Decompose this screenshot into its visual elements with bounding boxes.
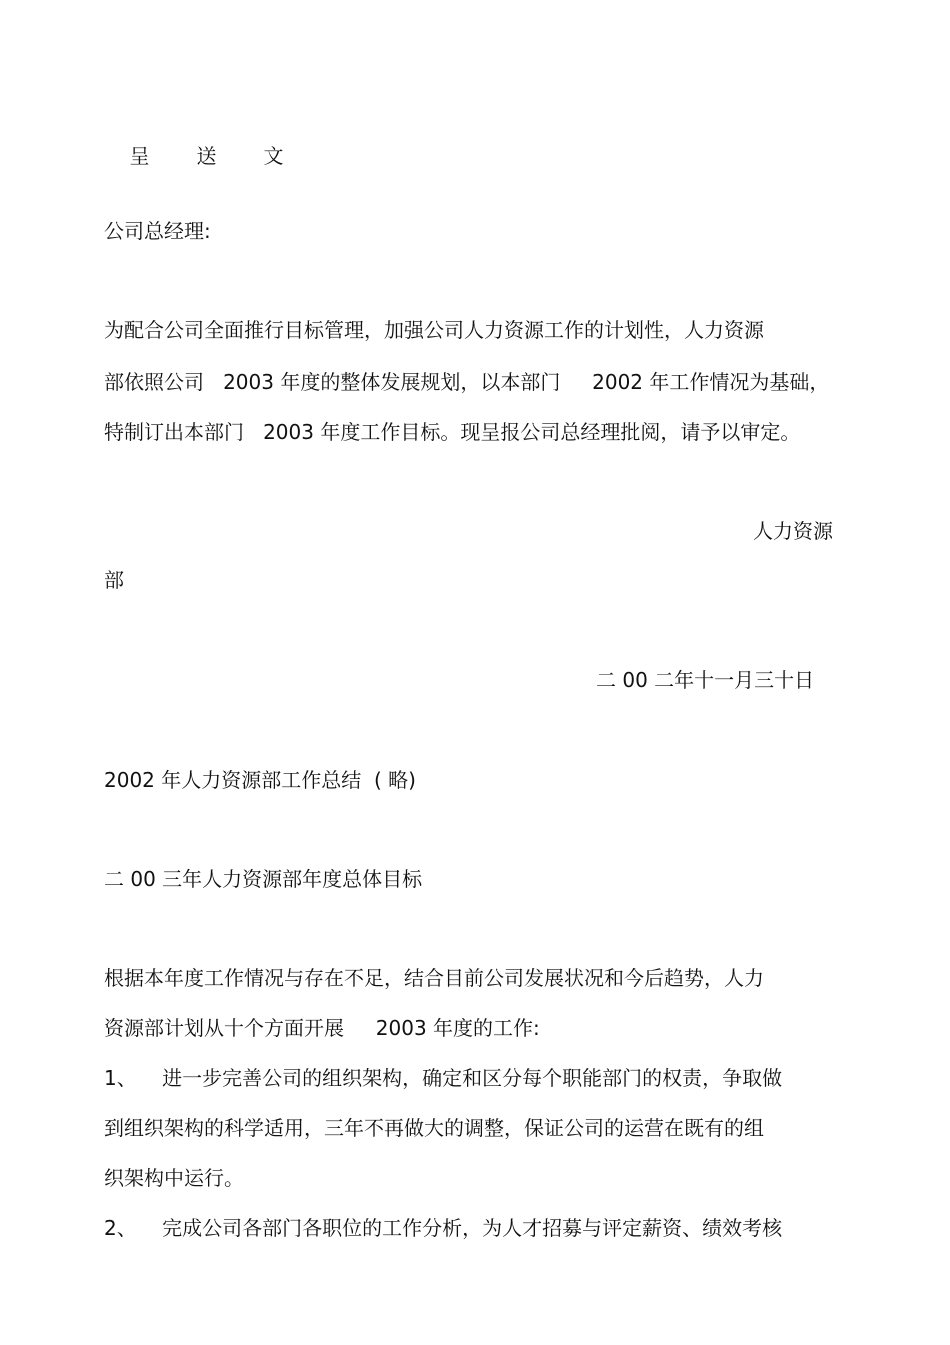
- title-char: 呈: [129, 144, 150, 168]
- title-char: 送: [196, 144, 217, 168]
- list-item-line: 到组织架构的科学适用，三年不再做大的调整，保证公司的运营在既有的组: [104, 1116, 764, 1140]
- document-date: 二 00 二年十一月三十日: [596, 668, 815, 692]
- intro-line: 部依照公司 2003 年度的整体发展规划，以本部门 2002 年工作情况为基础，: [104, 370, 830, 394]
- intro-line: 特制订出本部门 2003 年度工作目标。现呈报公司总经理批阅，请予以审定。: [104, 420, 801, 444]
- list-item-line: 1、 进一步完善公司的组织架构，确定和区分每个职能部门的权责，争取做: [104, 1066, 783, 1090]
- plan-intro-line: 根据本年度工作情况与存在不足，结合目前公司发展状况和今后趋势，人力: [104, 966, 764, 990]
- summary-heading: 2002 年人力资源部工作总结 ( 略): [104, 768, 416, 792]
- plan-intro-line: 资源部计划从十个方面开展 2003 年度的工作:: [104, 1016, 540, 1040]
- intro-line: 为配合公司全面推行目标管理，加强公司人力资源工作的计划性，人力资源: [104, 318, 764, 342]
- addressee: 公司总经理:: [104, 219, 211, 243]
- signature-line: 人力资源: [753, 519, 833, 543]
- signature-line: 部: [104, 568, 124, 592]
- document-title: [104, 120, 330, 192]
- list-item-line: 2、 完成公司各部门各职位的工作分析，为人才招募与评定薪资、绩效考核: [104, 1216, 783, 1240]
- list-item-line: 织架构中运行。: [104, 1166, 244, 1190]
- title-char: 文: [263, 144, 284, 168]
- goal-heading: 二 00 三年人力资源部年度总体目标: [104, 867, 423, 891]
